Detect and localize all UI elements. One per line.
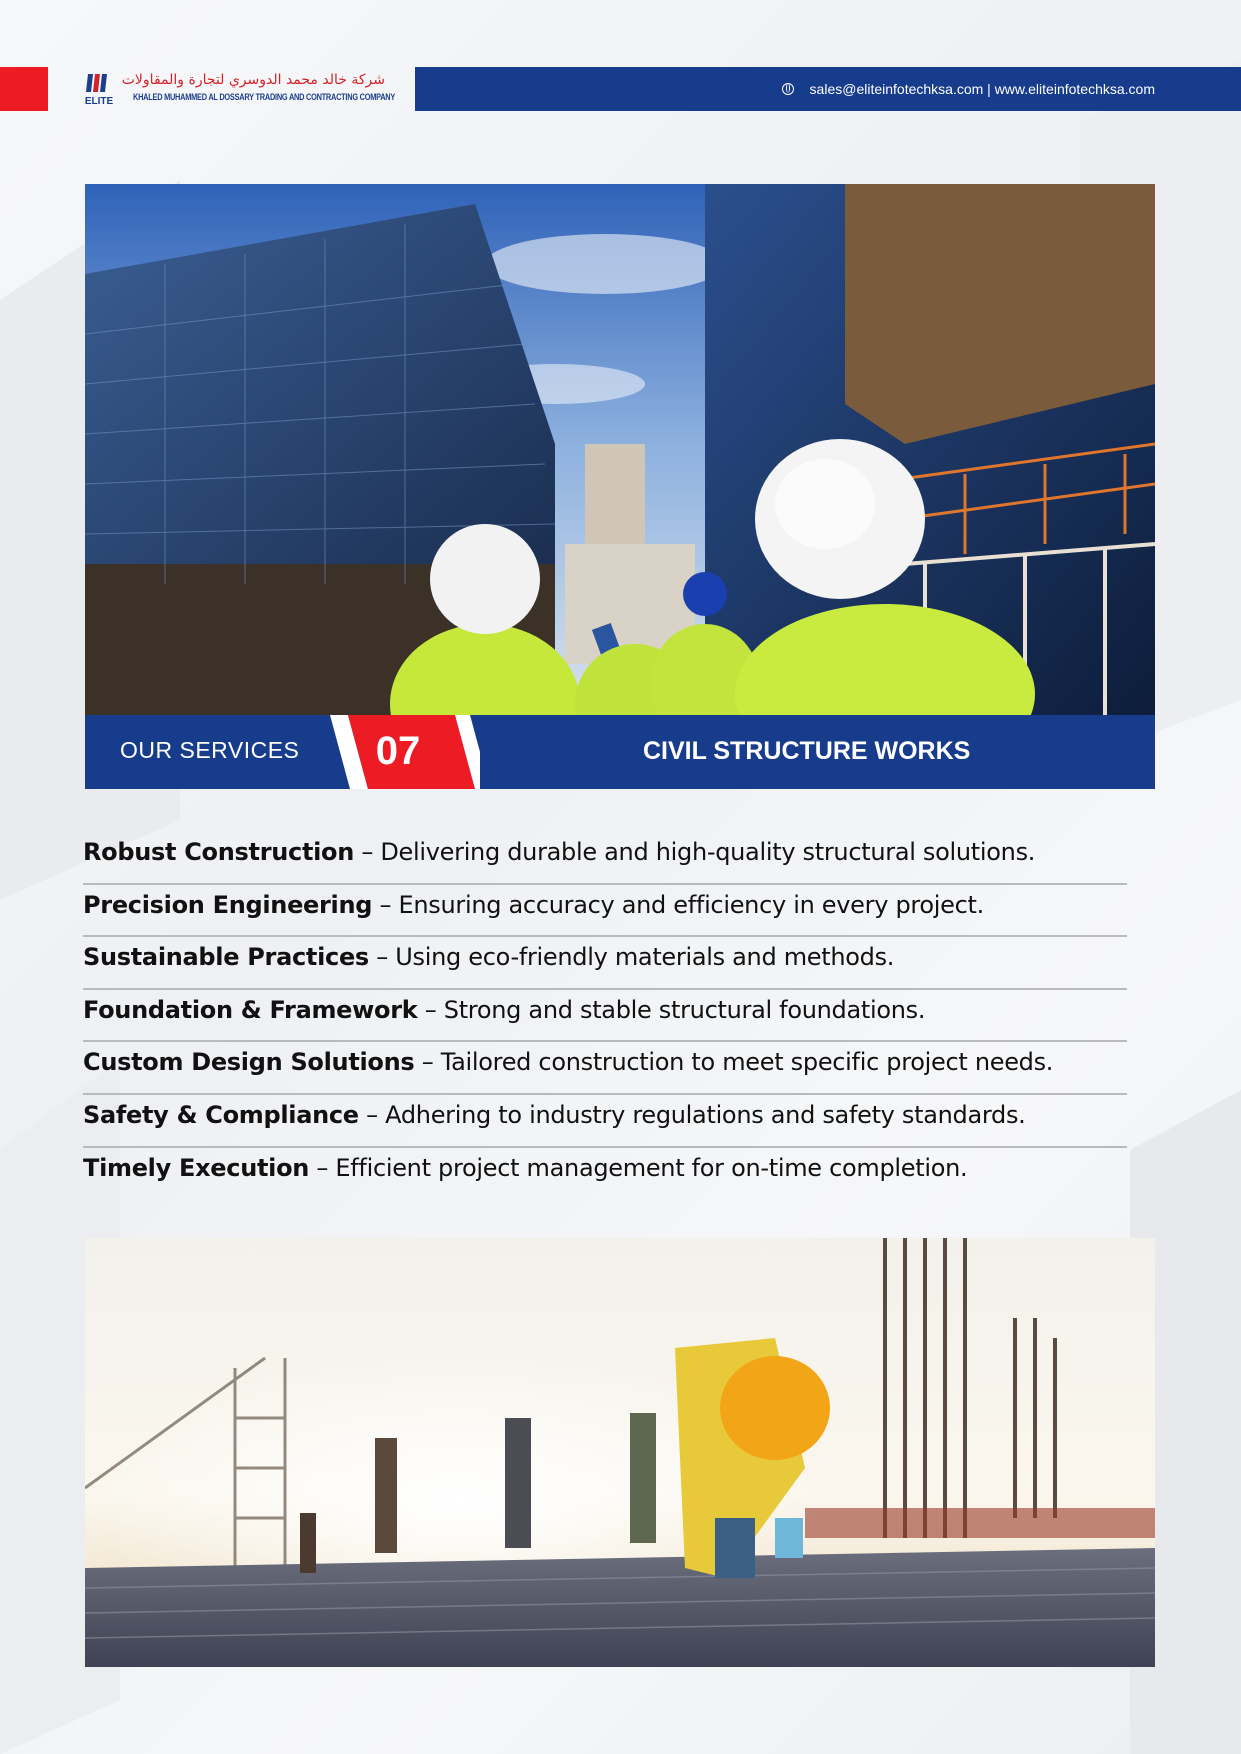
company-name-arabic: شركة خالد محمد الدوسري لتجارة والمقاولات bbox=[121, 72, 385, 88]
item-description: – Efficient project management for on-time completion. bbox=[309, 1153, 968, 1182]
red-accent-tab bbox=[0, 67, 48, 111]
item-description: – Ensuring accuracy and efficiency in every project. bbox=[372, 890, 984, 919]
worksite-photo bbox=[85, 1238, 1155, 1667]
hero-construction-photo bbox=[85, 184, 1155, 715]
item-description: – Tailored construction to meet specific project needs. bbox=[414, 1048, 1054, 1077]
section-label: OUR SERVICES bbox=[120, 737, 300, 763]
service-title: CIVIL STRUCTURE WORKS bbox=[643, 737, 971, 765]
logo-text: ELITE bbox=[84, 96, 114, 107]
item-title: Foundation & Framework bbox=[83, 995, 418, 1024]
list-item bbox=[83, 990, 1127, 1043]
globe-icon bbox=[782, 83, 794, 95]
item-title: Safety & Compliance bbox=[83, 1100, 359, 1129]
item-title: Robust Construction bbox=[83, 838, 355, 866]
item-title: Precision Engineering bbox=[83, 890, 373, 919]
list-item bbox=[83, 832, 1127, 885]
list-item bbox=[83, 1042, 1127, 1095]
company-name-english: KHALED MUHAMMED AL DOSSARY TRADING AND CONTRACTING COMPANY bbox=[133, 92, 396, 102]
elite-logo-icon bbox=[78, 70, 120, 108]
item-title: Timely Execution bbox=[83, 1153, 310, 1182]
item-description: – Strong and stable structural foundations. bbox=[417, 995, 926, 1024]
list-item bbox=[83, 937, 1127, 990]
header-contact-bar bbox=[415, 67, 1241, 111]
item-title: Sustainable Practices bbox=[83, 943, 369, 972]
feature-list bbox=[83, 832, 1127, 1200]
list-item bbox=[83, 1148, 1127, 1201]
contact-info[interactable] bbox=[782, 81, 1155, 97]
service-banner bbox=[85, 715, 1155, 789]
list-item bbox=[83, 885, 1127, 938]
item-description: – Delivering durable and high-quality structural solutions. bbox=[354, 838, 1036, 866]
item-description: – Adhering to industry regulations and safety standards. bbox=[358, 1100, 1026, 1129]
item-description: – Using eco-friendly materials and methods. bbox=[368, 943, 895, 972]
item-title: Custom Design Solutions bbox=[83, 1048, 415, 1077]
list-item bbox=[83, 1095, 1127, 1148]
service-number: 07 bbox=[375, 729, 421, 773]
contact-text[interactable]: sales@eliteinfotechksa.com | www.eliteinfotechksa.com bbox=[809, 81, 1155, 97]
